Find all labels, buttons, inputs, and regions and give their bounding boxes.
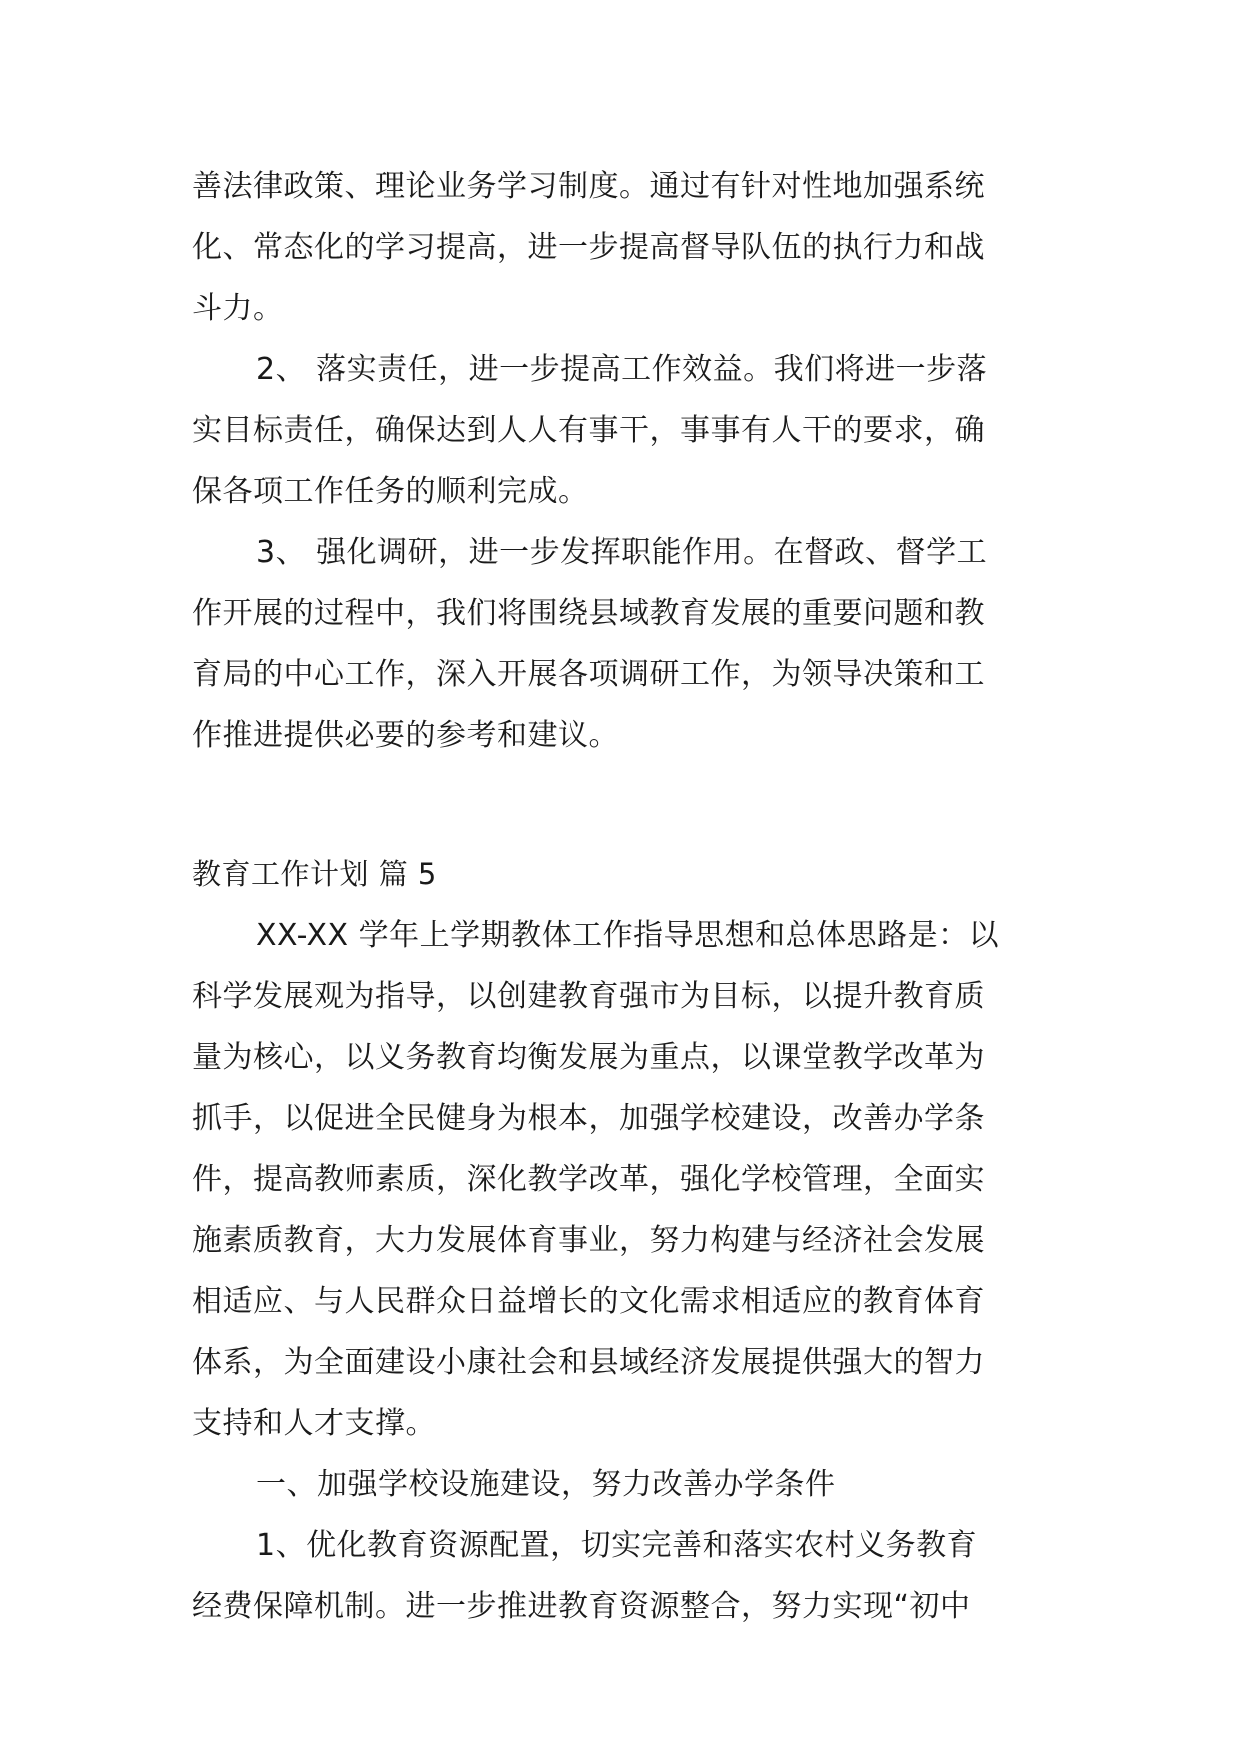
text-line: XX-XX 学年上学期教体工作指导思想和总体思路是：以 xyxy=(256,918,1000,953)
text-line: 支持和人才支撑。 xyxy=(192,1406,436,1441)
text-line: 化、常态化的学习提高，进一步提高督导队伍的执行力和战 xyxy=(192,230,985,265)
text-line: 作推进提供必要的参考和建议。 xyxy=(192,718,619,753)
text-line: 量为核心，以义务教育均衡发展为重点，以课堂教学改革为 xyxy=(192,1040,985,1075)
text-line: 体系，为全面建设小康社会和县域经济发展提供强大的智力 xyxy=(192,1345,985,1380)
text-line: 抓手，以促进全民健身为根本，加强学校建设，改善办学条 xyxy=(192,1101,985,1136)
text-line: 科学发展观为指导，以创建教育强市为目标，以提升教育质 xyxy=(192,979,985,1014)
paragraph-intro xyxy=(192,905,1052,1454)
section-spacer xyxy=(192,766,1052,844)
section-title: 教育工作计划 篇 5 xyxy=(192,857,437,891)
document-body xyxy=(192,156,1052,1637)
text-line: 实目标责任，确保达到人人有事干，事事有人干的要求，确 xyxy=(192,413,985,448)
subheading: 一、加强学校设施建设，努力改善办学条件 xyxy=(256,1467,836,1502)
text-line: 施素质教育，大力发展体育事业，努力构建与经济社会发展 xyxy=(192,1223,985,1258)
paragraph-continuation xyxy=(192,156,1052,339)
text-line: 3、 强化调研，进一步发挥职能作用。在督政、督学工 xyxy=(256,535,988,570)
text-line: 相适应、与人民群众日益增长的文化需求相适应的教育体育 xyxy=(192,1284,985,1319)
text-line: 善法律政策、理论业务学习制度。通过有针对性地加强系统 xyxy=(192,169,985,204)
text-line: 斗力。 xyxy=(192,291,284,326)
text-line: 件，提高教师素质，深化教学改革，强化学校管理，全面实 xyxy=(192,1162,985,1197)
text-line: 保各项工作任务的顺利完成。 xyxy=(192,474,589,509)
text-line: 经费保障机制。进一步推进教育资源整合，努力实现“初中 xyxy=(192,1589,971,1624)
paragraph-item-2 xyxy=(192,339,1052,522)
text-line: 作开展的过程中，我们将围绕县域教育发展的重要问题和教 xyxy=(192,596,985,631)
text-line: 育局的中心工作，深入开展各项调研工作，为领导决策和工 xyxy=(192,657,985,692)
paragraph-item-3 xyxy=(192,522,1052,766)
text-line: 2、 落实责任，进一步提高工作效益。我们将进一步落 xyxy=(256,352,988,387)
paragraph-item-1 xyxy=(192,1515,1052,1637)
text-line: 1、优化教育资源配置，切实完善和落实农村义务教育 xyxy=(256,1528,978,1563)
